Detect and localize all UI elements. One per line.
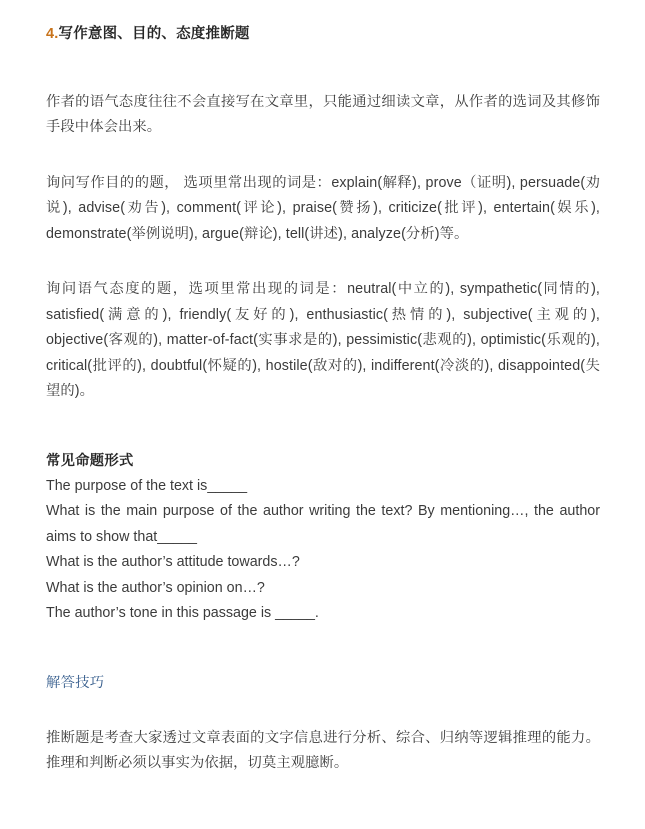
spacer-after-purpose <box>46 247 600 277</box>
spacer-before-tips <box>46 627 600 671</box>
list-item: What is the main purpose of the author writing the text? By mentioning…, the author aims to show that_____ <box>46 503 600 545</box>
tips-heading: 解答技巧 <box>46 674 105 691</box>
page-title-number: 4. <box>46 26 59 42</box>
list-item: The author’s tone in this passage is _____. <box>46 605 319 622</box>
list-item: The purpose of the text is_____ <box>46 477 248 494</box>
attitude-words-paragraph: 询问语气态度的题，选项里常出现的词是：neutral(中立的), sympathetic(同情的), satisfied(满意的), friendly(友好的), enthusiastic(热情的), subjective(主观的), objective(客观的), matter-of-fact(实事求是的), pessimistic(悲观的), optimistic(乐观的), critical(批评的), doubtful(怀疑的), hostile(敌对的), indifferent(冷淡的), disappointed(失望的)。 <box>46 281 600 400</box>
list-item: What is the author’s opinion on…? <box>46 579 265 596</box>
common-forms-heading: 常见命题形式 <box>46 452 134 469</box>
spacer-after-intro <box>46 141 600 171</box>
page-title-text: 写作意图、目的、态度推断题 <box>58 26 250 42</box>
list-item: What is the author’s attitude towards…? <box>46 554 300 571</box>
tips-paragraph: 推断题是考查大家透过文章表面的文字信息进行分析、综合、归纳等逻辑推理的能力。推理和判断必须以事实为依据，切莫主观臆断。 <box>46 729 600 772</box>
intro-paragraph: 作者的语气态度往往不会直接写在文章里，只能通过细读文章，从作者的选词及其修饰手段中体会出来。 <box>46 93 600 136</box>
purpose-words-paragraph: 询问写作目的的题， 选项里常出现的词是：explain(解释), prove（证明), persuade(劝说), advise(劝告), comment(评论), praise(赞扬), criticize(批评), entertain(娱乐), demonstrate(举例说明), argue(辩论), tell(讲述), analyze(分析)等。 <box>46 174 600 242</box>
spacer-after-tips-heading <box>46 696 600 726</box>
page-title <box>46 22 600 46</box>
common-forms-list <box>46 474 600 627</box>
spacer-after-attitude <box>46 405 600 449</box>
spacer-after-title <box>46 46 600 90</box>
